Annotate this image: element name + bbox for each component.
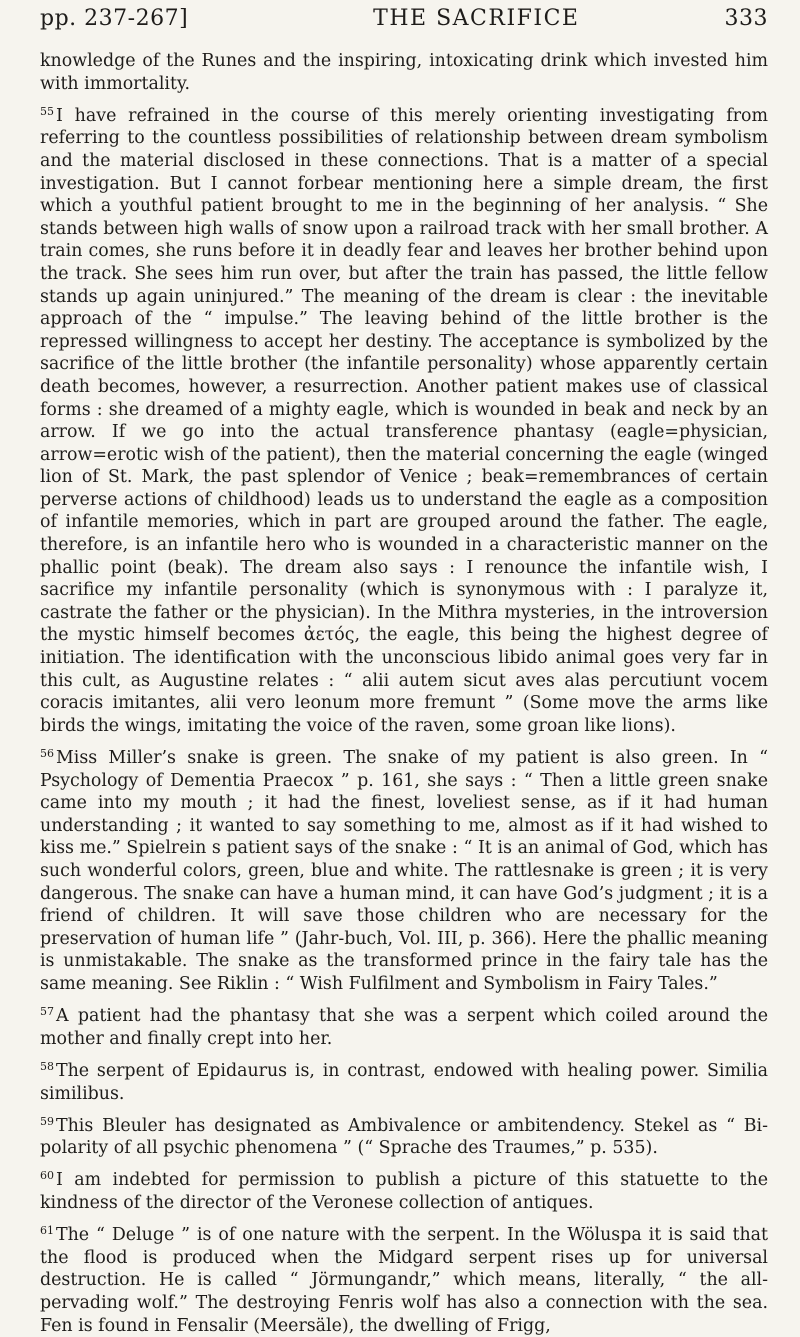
chapter-title: THE SACRIFICE: [373, 6, 580, 31]
footnote-59: [40, 1111, 768, 1160]
footnote-number: 55: [40, 104, 54, 118]
footnote-number: 57: [40, 1005, 54, 1019]
footnote-number: 60: [40, 1169, 54, 1183]
footnote-61: [40, 1220, 768, 1337]
running-head: [40, 6, 768, 38]
footnote-56: [40, 743, 768, 996]
footnote-55: [40, 101, 768, 738]
paragraph-text: This Bleuler has designated as Ambivalence or ambitendency. Stekel as “ Bi-polarity of all psychic phenomena ” (“ Sprache des Traumes,” p. 535).: [40, 1115, 768, 1159]
footnote-number: 56: [40, 747, 54, 760]
paragraph-text: I have refrained in the course of this merely orienting investigating from referring to the countless possibilities of relationship between dream symbolism and the material disclosed in these connections. That is a matter of a special investigation. But I cannot forbear mentioning here a simple dream, the first which a youthful patient brought to me in the beginning of her analysis. “ She stands between high walls of snow upon a railroad track with her small brother. A train comes, she runs before it in deadly fear and leaves her brother behind upon the track. She sees him run over, but after the train has passed, the little fellow stands up again uninjured.” The meaning of the dream is clear : the inevitable approach of the “ impulse.” The leaving behind of the little brother is the repressed willingness to accept her destiny. The acceptance is symbolized by the sacrifice of the little brother (the infantile personality) whose apparently certain death becomes, however, a resurrection. Another patient makes use of classical forms : she dreamed of a mighty eagle, which is wounded in beak and neck by an arrow. If we go into the actual transference phantasy (eagle=physician, arrow=erotic wish of the patient), then the material concerning the eagle (winged lion of St. Mark, the past splendor of Venice ; beak=remembrances of certain perverse actions of childhood) leads us to understand the eagle as a composition of infantile memories, which in part are grouped around the father. The eagle, therefore, is an infantile hero who is wounded in a characteristic manner on the phallic point (beak). The dream also says : I renounce the infantile wish, I sacrifice my infantile personality (which is synonymous with : I paralyze it, castrate the father or the physician). In the Mithra mysteries, in the introversion the mystic himself becomes ἀετός, the eagle, this being the highest degree of initiation. The identification with the unconscious libido animal goes very far in this cult, as Augustine relates : “ alii autem sicut aves alas percutiunt vocem coracis imitantes, alii vero leonum more fremunt ” (Some move the arms like birds the wings, imitating the voice of the raven, some groan like lions).: [40, 105, 768, 736]
page-range: pp. 237-267]: [40, 6, 189, 31]
paragraph-text: knowledge of the Runes and the inspiring, intoxicating drink which invested him with immortality.: [40, 51, 768, 94]
paragraph-text: The “ Deluge ” is of one nature with the serpent. In the Wöluspa it is said that the flood is produced when the Midgard serpent rises up for universal destruction. He is called “ Jörmungandr,” which means, literally, “ the all-pervading wolf.” The destroying Fenris wolf has also a connection with the sea. Fen is found in Fensalir (Meersäle), the dwelling of Frigg,: [40, 1225, 768, 1336]
paragraph-text: Miss Miller’s snake is green. The snake of my patient is also green. In “ Psychology of Dementia Praecox ” p. 161, she says : “ Then a little green snake came into my mouth ; it had the finest, loveliest sense, as if it had human understanding ; it wanted to say something to me, almost as if it had wished to kiss me.” Spielrein s patient says of the snake : “ It is an animal of God, which has such wonderful colors, green, blue and white. The rattlesnake is green ; it is very dangerous. The snake can have a human mind, it can have God’s judgment ; it is a friend of children. It will save those children who are necessary for the preservation of human life ” (Jahr-buch, Vol. III, p. 366). Here the phallic meaning is unmistakable. The snake as the transformed prince in the fairy tale has the same meaning. See Riklin : “ Wish Fulfilment and Symbolism in Fairy Tales.”: [40, 748, 768, 994]
footnote-number: 61: [40, 1224, 54, 1238]
paragraph-text: I am indebted for permission to publish a picture of this statuette to the kindness of the director of the Veronese collection of antiques.: [40, 1170, 768, 1214]
page-number: 333: [724, 6, 768, 31]
paragraph-text: The serpent of Epidaurus is, in contrast, endowed with healing power. Similia similibus.: [40, 1060, 768, 1104]
footnote-58: [40, 1056, 768, 1105]
footnote-number: 59: [40, 1114, 54, 1128]
footnote-60: [40, 1165, 768, 1214]
paragraph-text: A patient had the phantasy that she was a serpent which coiled around the mother and finally crept into her.: [40, 1006, 768, 1049]
footnote-57: [40, 1001, 768, 1050]
paragraph-continuation: [40, 50, 768, 95]
footnote-number: 58: [40, 1059, 54, 1073]
